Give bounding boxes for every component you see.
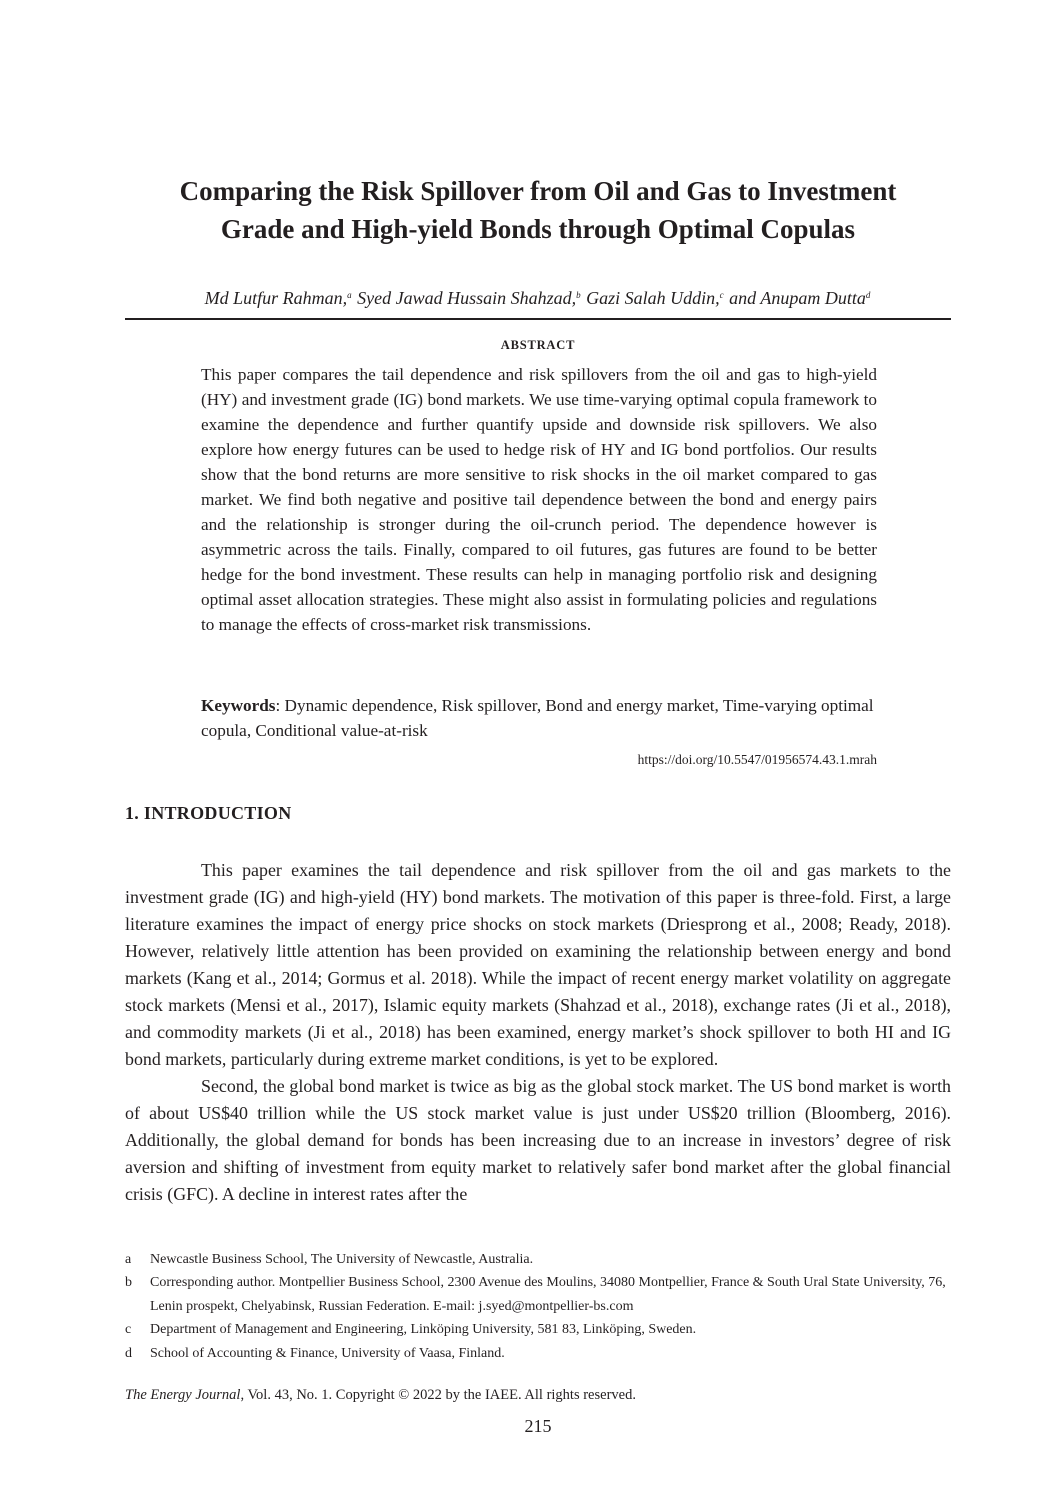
body-paragraph: Second, the global bond market is twice as big as the global stock market. The US bond market is worth of about US$40 trillion while the US stock market value is just under US$20 trillion (Bloomberg, 2016). Additionally, the global demand for bonds has been increasing due to an increase in investors’ degree of risk aversion and shifting of investment from equity market to relatively safer bond market after the global financial crisis (GFC). A decline in interest rates after the [125, 1076, 951, 1204]
paper-title-line-2: Grade and High-yield Bonds through Optimal Copulas [220, 214, 856, 244]
footnote-b [125, 1271, 951, 1318]
footnote-text: School of Accounting & Finance, University of Vaasa, Finland. [150, 1345, 505, 1361]
author-name: Md Lutfur Rahman, [204, 288, 348, 308]
author-name: Gazi Salah Uddin, [586, 288, 720, 308]
doi-link[interactable]: https://doi.org/10.5547/01956574.43.1.mrah [637, 752, 877, 767]
keywords [201, 693, 877, 743]
keywords-label: Keywords [201, 696, 276, 715]
page-number: 215 [524, 1416, 552, 1436]
footnote-mark: d [125, 1345, 132, 1361]
paper-title-line-1: Comparing the Risk Spillover from Oil and Gas to Investment [179, 176, 897, 206]
journal-citation [125, 1387, 636, 1404]
journal-name: The Energy Journal [125, 1387, 241, 1403]
footnote-mark: b [125, 1275, 132, 1291]
introduction-body [125, 857, 951, 1208]
footnote-text: Corresponding author. Montpellier Business School, 2300 Avenue des Moulins, 34080 Montpellier, France & South Ural State University, 76, Lenin prospekt, Chelyabinsk, Russian Federation. E-mail: j.syed@montpellier-bs.com [150, 1275, 946, 1314]
footnote-d [125, 1342, 951, 1365]
abstract-heading: ABSTRACT [500, 338, 576, 352]
footnote-mark: a [125, 1252, 132, 1267]
footnote-a [125, 1248, 951, 1271]
section-heading-introduction: 1. INTRODUCTION [125, 803, 292, 823]
author-name: and Anupam Dutta [729, 288, 866, 308]
author-list [125, 283, 951, 310]
keywords-text: : Dynamic dependence, Risk spillover, Bond and energy market, Time-varying optimal copula, Conditional value-at-risk [201, 696, 874, 740]
author-affiliation-mark: b [576, 290, 581, 300]
author-affiliation-mark: a [347, 290, 352, 300]
author-affiliation-mark: c [719, 290, 724, 300]
body-paragraph: This paper examines the tail dependence and risk spillover from the oil and gas markets to the investment grade (IG) and high-yield (HY) bond markets. The motivation of this paper is three-fold. First, a large literature examines the impact of energy price shocks on stock markets (Driesprong et al., 2008; Ready, 2018). However, relatively little attention has been provided on examining the relationship between energy and bond markets (Kang et al., 2014; Gormus et al. 2018). While the impact of recent energy market volatility on aggregate stock markets (Mensi et al., 2017), Islamic equity markets (Shahzad et al., 2018), exchange rates (Ji et al., 2018), and commodity markets (Ji et al., 2018) has been examined, energy market’s shock spillover to both HI and IG bond markets, particularly during extreme market conditions, is yet to be explored. [125, 860, 951, 1069]
abstract-text: This paper compares the tail dependence and risk spillovers from the oil and gas to high-yield (HY) and investment grade (IG) bond markets. We use time-varying optimal copula framework to examine the dependence and further quantify upside and downside risk spillovers. We also explore how energy futures can be used to hedge risk of HY and IG bond portfolios. Our results show that the bond returns are more sensitive to risk shocks in the oil market compared to gas market. We find both negative and positive tail dependence between the bond and energy pairs and the relationship is stronger during the oil-crunch period. The dependence however is asymmetric across the tails. Finally, compared to oil futures, gas futures are found to be better hedge for the bond investment. These results can help in managing portfolio risk and designing optimal asset allocation strategies. These might also assist in formulating policies and regulations to manage the effects of cross-market risk transmissions. [201, 365, 877, 634]
journal-details: , Vol. 43, No. 1. Copyright © 2022 by the IAEE. All rights reserved. [240, 1387, 636, 1403]
footnote-text: Newcastle Business School, The University of Newcastle, Australia. [150, 1252, 534, 1267]
author-affiliation-mark: d [865, 290, 871, 300]
footnote-c [125, 1318, 951, 1341]
author-name: Syed Jawad Hussain Shahzad, [357, 288, 577, 308]
paper-title [125, 172, 951, 248]
footnote-text: Department of Management and Engineering, Linköping University, 581 83, Linköping, Sweden. [150, 1322, 697, 1338]
footnote-mark: c [125, 1322, 132, 1338]
header-divider [125, 318, 951, 320]
footnotes [125, 1248, 951, 1365]
